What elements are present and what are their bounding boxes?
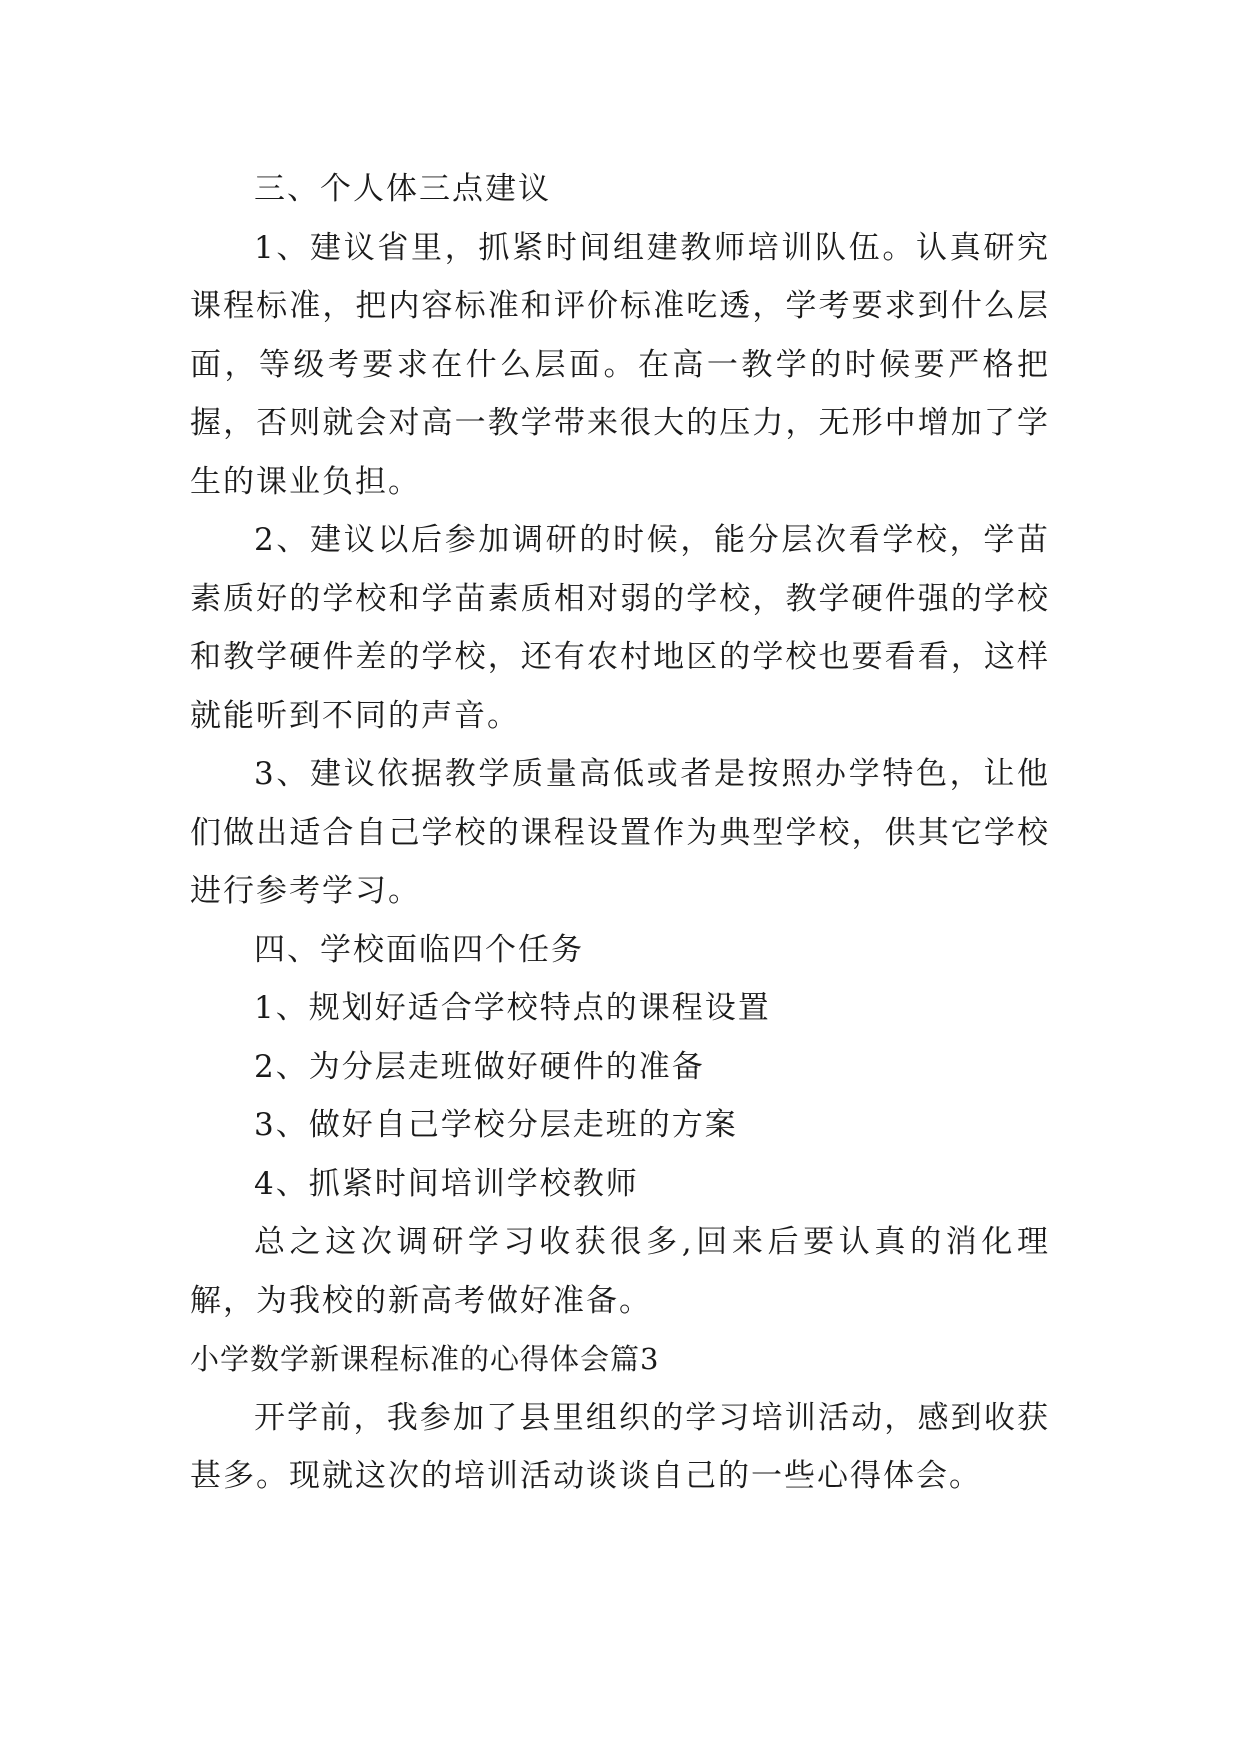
- heading-suggestions: 三、个人体三点建议: [254, 171, 551, 207]
- suggestion-1: 1、建议省里，抓紧时间组建教师培训队伍。认真研究课程标准，把内容标准和评价标准吃透，学考要求到什么层面，等级考要求在什么层面。在高一教学的时候要严格把握，否则就会对高一教学带来很大的压力，无形中增加了学生的课业负担。: [190, 229, 1050, 500]
- conclusion-paragraph: 总之这次调研学习收获很多,回来后要认真的消化理解，为我校的新高考做好准备。: [190, 1224, 1050, 1319]
- suggestion-3: 3、建议依据教学质量高低或者是按照办学特色，让他们做出适合自己学校的课程设置作为典型学校，供其它学校进行参考学习。: [190, 756, 1050, 909]
- document-page: [190, 160, 1050, 1506]
- section-title: 小学数学新课程标准的心得体会篇3: [190, 1342, 660, 1376]
- section-intro-paragraph: 开学前，我参加了县里组织的学习培训活动，感到收获甚多。现就这次的培训活动谈谈自己的一些心得体会。: [190, 1399, 1050, 1494]
- task-2: 2、为分层走班做好硬件的准备: [254, 1048, 705, 1085]
- heading-tasks: 四、学校面临四个任务: [254, 931, 584, 968]
- task-1: 1、规划好适合学校特点的课程设置: [254, 990, 771, 1026]
- task-4: 4、抓紧时间培训学校教师: [254, 1165, 639, 1202]
- task-3: 3、做好自己学校分层走班的方案: [254, 1107, 738, 1143]
- suggestion-2: 2、建议以后参加调研的时候，能分层次看学校，学苗素质好的学校和学苗素质相对弱的学校，教学硬件强的学校和教学硬件差的学校，还有农村地区的学校也要看看，这样就能听到不同的声音。: [190, 522, 1050, 734]
